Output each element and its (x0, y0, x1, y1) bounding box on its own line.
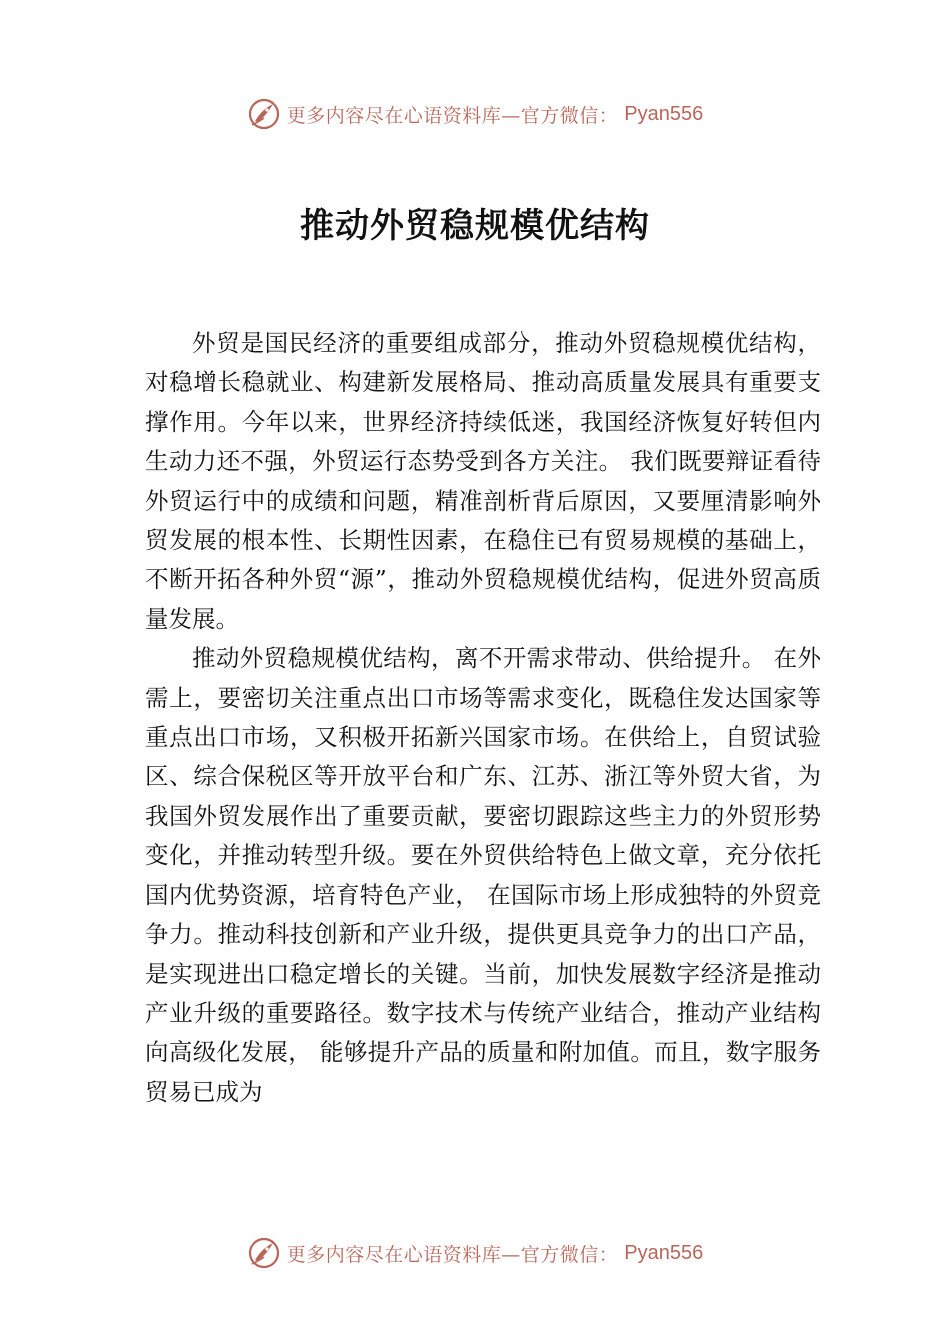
document-title: 推动外贸稳规模优结构 (300, 206, 650, 246)
paragraph-1: 外贸是国民经济的重要组成部分，推动外贸稳规模优结构，对稳增长稳就业、构建新发展格局、推动高质量发展具有重要支撑作用。今年以来，世界经济持续低迷，我国经济恢复好转但内生动力还不强，外贸运行态势受到各方关注。 我们既要辩证看待外贸运行中的成绩和问题，精准剖析背后原因，又要厘清影响外贸发展的根本性、长期性因素，在稳住已有贸易规模的基础上，不断开拓各种外贸“源”，推动外贸稳规模优结构，促进外贸高质量发展。 (145, 329, 821, 633)
wechat-id: Pyan556 (624, 1241, 704, 1264)
pen-nib-logo-icon (247, 97, 281, 131)
article-body (145, 324, 821, 1112)
bottom-banner (0, 1233, 950, 1273)
paragraph-2: 推动外贸稳规模优结构，离不开需求带动、供给提升。 在外需上，要密切关注重点出口市场等需求变化，既稳住发达国家等重点出口市场，又积极开拓新兴国家市场。在供给上，自贸试验区、综合保税区等开放平台和广东、江苏、浙江等外贸大省，为我国外贸发展作出了重要贡献，要密切跟踪这些主力的外贸形势变化，并推动转型升级。要在外贸供给特色上做文章，充分依托国内优势资源，培育特色产业， 在国际市场上形成独特的外贸竞争力。推动科技创新和产业升级，提供更具竞争力的出口产品，是实现进出口稳定增长的关键。当前，加快发展数字经济是推动产业升级的重要路径。数字技术与传统产业结合，推动产业结构向高级化发展， 能够提升产品的质量和附加值。而且，数字服务贸易已成为 (145, 644, 821, 1106)
pen-nib-logo-icon (247, 1236, 281, 1270)
wechat-id: Pyan556 (624, 102, 704, 125)
top-banner (0, 94, 950, 134)
banner-text: 更多内容尽在心语资料库—官方微信： (286, 104, 619, 127)
banner-text: 更多内容尽在心语资料库—官方微信： (286, 1243, 619, 1266)
